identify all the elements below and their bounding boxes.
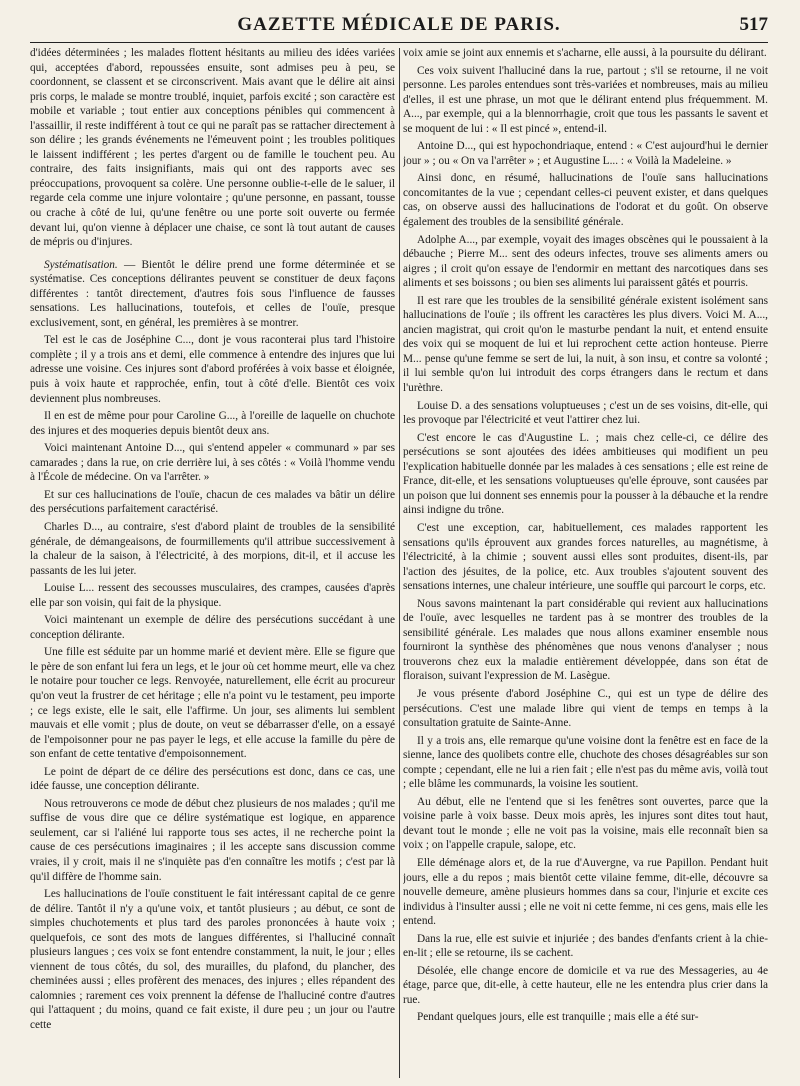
paragraph: Voici maintenant Antoine D..., qui s'entend appeler « communard » par ses camarades ; dans la rue, on crie derrière lui, à ses côtés : « Voilà l'homme vendu à l'École de médecine. On va l'arrêter. » bbox=[30, 442, 395, 484]
paragraph: Ces voix suivent l'halluciné dans la rue, partout ; s'il se retourne, il ne voit personne. Les paroles entendues sont très-variées et nombreuses, mais au milieu d'elles, il est une phrase, un mot que le délirant entend plus fréquemment. M. A..., par exemple, qui a la blennorrhagie, croit que tous les passants le savent et se moquent de lui : « Il est pincé », entend-il. bbox=[403, 64, 768, 135]
journal-title: GAZETTE MÉDICALE DE PARIS. bbox=[237, 14, 561, 35]
paragraph: Il y a trois ans, elle remarque qu'une voisine dont la fenêtre est en face de la sienne, lance des quolibets contre elle, chuchote des choses désagréables sur son compte ; cependant, elle ne lui a rien fait ; elle n'est pas du même avis, voilà tout ; elle blâme les communards, la voisine les soutient. bbox=[403, 734, 768, 791]
paragraph: C'est encore le cas d'Augustine L. ; mais chez celle-ci, ce délire des persécutions se sont ajoutées des idées ambitieuses qui modifient un peu l'explication habituelle donnée par les malades à ces sensations ; elle est reine de France, dit-elle, et les sensations voluptueuses qu'elle éprouve, sont causées par un poison que lui donnent ses ennemis pour la pousser à la débauche et la rendre ainsi indigne du trône. bbox=[403, 431, 768, 517]
paragraph: Les hallucinations de l'ouïe constituent le fait intéressant capital de ce genre de délire. Tantôt il n'y a qu'une voix, et tantôt plusieurs ; au début, ce sont de simples chuchotements et plus tard des paroles prononcées à haute voix ; quelquefois, ce sont des mots de langues différentes, si l'halluciné connaît plusieurs langues ; ces voix se font entendre constamment, la nuit, le jour ; elles viennent de tous côtés, du sol, des murailles, du plafond, du plancher, des cheminées aussi ; elles profèrent des menaces, des injures ; elles répandent des calomnies ; rarement ces voix prennent la défense de l'halluciné contre d'autres qui l'attaquent ; du moins, quand ce fait existe, il dure peu ; un jour ou l'autre cette bbox=[30, 888, 395, 1031]
left-column bbox=[30, 46, 395, 1076]
page-header bbox=[30, 12, 768, 43]
paragraph: Adolphe A..., par exemple, voyait des images obscènes qui le poussaient à la débauche ; Pierre M... sent des odeurs infectes, trouve ses aliments amers ou aigres ; il croit qu'on essaye de l'endormir en mettant des narcotiques dans ses aliments et ses boissons ; ou bien ses aliments lui paraissent gâtés et pourris. bbox=[403, 233, 768, 290]
paragraph: Et sur ces hallucinations de l'ouïe, chacun de ces malades va bâtir un délire des persécutions parfaitement caractérisé. bbox=[30, 488, 395, 516]
paragraph: Il en est de même pour pour Caroline G..., à l'oreille de laquelle on chuchote des injures et des moqueries depuis bientôt deux ans. bbox=[30, 410, 395, 437]
paragraph: Tel est le cas de Joséphine C..., dont je vous raconterai plus tard l'histoire complète ; il y a trois ans et demi, elle commence à entendre des injures que lui adresse une voisine. Ces injures sont d'abord proférées à voix basse et éloignée, puis à voix haute et rapprochée, enfin, tout à côté d'elle. Bientôt ces voix deviennent plus nombreuses. bbox=[30, 334, 395, 405]
page-number: 517 bbox=[739, 14, 768, 35]
paragraph: Ainsi donc, en résumé, hallucinations de l'ouïe sans hallucinations concomitantes de la vue ; cependant celles-ci peuvent exister, et dans quelques cas, on observe aussi des hallucinations de l'odorat et du goût. On observe également des troubles de la sensibilité générale. bbox=[403, 172, 768, 229]
paragraph: Nous savons maintenant la part considérable qui revient aux hallucinations de l'ouïe, avec lesquelles ne tardent pas à se montrer des troubles de la sensibilité générale. Les malades que nous allons examiner ensemble nous fourniront la synthèse des phénomènes que nous venons d'analyser ; nous trouverons chez eux la maladie entièrement développée, dans son état de floraison, suivant l'expression de M. Lasègue. bbox=[403, 597, 768, 683]
paragraph: Nous retrouverons ce mode de début chez plusieurs de nos malades ; qu'il me suffise de vous dire que ce délire systématique est logique, en apparence seulement, car si l'aliéné lui rapporte tous ses actes, il ne recherche point la cause de ces persécutions imaginaires ; il les accepte sans discussion comme vraies, il y croit, mais il ne s'inquiète pas d'en connaître les motifs ; c'est par là qu'il diffère de l'homme sain. bbox=[30, 797, 395, 883]
paragraph: Louise D. a des sensations voluptueuses ; c'est un de ses voisins, dit-elle, qui les provoque par l'électricité et veut l'attirer chez lui. bbox=[403, 399, 768, 427]
paragraph: Une fille est séduite par un homme marié et devient mère. Elle se figure que le père de son enfant lui fera un legs, et le jour où cet homme meurt, elle va chez le notaire pour toucher ce legs. Renvoyée, naturellement, elle écrit au procureur qu'on veut la frustrer de cet héritage ; elle n'a point vu le testament, peu importe ; ce legs existe, elle le sait, elle l'affirme. Un jour, ses aliments lui semblent mauvais et elle vomit ; plus de doute, on veut se débarrasser d'elle, on a essayé de l'empoisonner pour ne pas payer le legs, et elle accuse la famille du père de son enfant de cette tentative d'empoisonnement. bbox=[30, 646, 395, 761]
paragraph: Voici maintenant un exemple de délire des persécutions succédant à une conception délirante. bbox=[30, 614, 395, 641]
paragraph: Au début, elle ne l'entend que si les fenêtres sont ouvertes, parce que la voisine parle à voix basse. Deux mois après, les injures sont dites tout haut, devant tout le monde ; elle ne voit pas la voisine, mais elle reconnaît bien sa voix ; on l'appelle crapule, salope, etc. bbox=[403, 795, 768, 852]
paragraph: Il est rare que les troubles de la sensibilité générale existent isolément sans hallucinations de l'ouïe ; ils offrent les caractères les plus divers. Voici M. A..., ancien magistrat, qui croit qu'on le masturbe pendant la nuit, et entend ensuite des voix qui se moquent de lui et lui reprochent cette action honteuse. Pierre M... pense qu'une femme se sert de lui, la nuit, à son insu, et contre sa volonté ; il lui semble qu'on lui introduit des corps étrangers dans le rectum et dans l'urèthre. bbox=[403, 294, 768, 395]
paragraph: Dans la rue, elle est suivie et injuriée ; des bandes d'enfants crient à la chie-en-lit ; elle se retourne, ils se cachent. bbox=[403, 932, 768, 960]
paragraph: d'idées déterminées ; les malades flottent hésitants au milieu des idées variées qui, acceptées d'abord, repoussées ensuite, sont admises peu à peu, se coordonnent, se classent et se circonscrivent. Mais avant que le délire ait ainsi pris corps, le malade se montre troublé, inquiet, parfois excité ; son caractère est mobile et variable ; tout entier aux conceptions pénibles qui commencent à l'assaillir, il reste indifférent à tout ce qui ne paraît pas se rattacher directement à son délire ; les grands événements ne l'émeuvent point ; les troubles politiques le laissent indifférent ; les pertes d'argent ou de famille le touchent peu. Au contraire, des faits insignifiants, mais qui ont des rapports avec ses préoccupations, provoquent sa colère. Une personne oublie-t-elle de le saluer, il regarde cela comme une injure volontaire ; qu'une personne, en passant, tousse ou crache à côté de lui, qu'une fenêtre ou une porte soit ouverte ou fermée devant lui, qu'on vienne à déplacer une chaise, ce sont là tout autant de causes de mépris ou d'injures. bbox=[30, 47, 395, 249]
paragraph: Charles D..., au contraire, s'est d'abord plaint de troubles de la sensibilité générale, de démangeaisons, de fourmillements qu'il attribue successivement à la chaleur de la saison, à l'électricité, à des morpions, dit-il, et il accuse les passants de les lui jeter. bbox=[30, 520, 395, 577]
paragraph: voix amie se joint aux ennemis et s'acharne, elle aussi, à la poursuite du délirant. bbox=[403, 47, 767, 59]
paragraph: Désolée, elle change encore de domicile et va rue des Messageries, au 4e étage, parce que, dit-elle, à cette hauteur, elle ne les entendra plus crier dans la rue. bbox=[403, 964, 768, 1006]
paragraph: Antoine D..., qui est hypochondriaque, entend : « C'est aujourd'hui le dernier jour » ; ou « On va l'arrêter » ; et Augustine L... : « Voilà la Madeleine. » bbox=[403, 140, 768, 167]
paragraph-systematisation bbox=[30, 258, 395, 331]
section-subheading: Systématisation. bbox=[44, 258, 118, 271]
paragraph: Le point de départ de ce délire des persécutions est donc, dans ce cas, une idée fausse, une conception délirante. bbox=[30, 765, 395, 793]
paragraph: C'est une exception, car, habituellement, ces malades rapportent les sensations qu'ils éprouvent aux grandes forces naturelles, au magnétisme, à l'électricité, à la chimie ; souvent aussi elles sont produites, disent-ils, par l'action des jésuites, de la police, etc. Aux troubles s'ajoutent souvent des sensations internes, une chaleur intérieure, une souffle qui parcourt le corps, etc. bbox=[403, 521, 768, 593]
paragraph: Pendant quelques jours, elle est tranquille ; mais elle a été sur- bbox=[417, 1011, 699, 1024]
column-divider bbox=[399, 48, 400, 1078]
paragraph-text: — Bientôt le délire prend une forme déterminée et se systématise. Ces conceptions délirantes peuvent se constituer de deux façons différentes : tantôt directement, d'autres fois sous l'influence de fausses sensations. Les hallucinations, toutefois, et celles de l'ouïe, presque exclusivement, sont, en général, les premières à se montrer. bbox=[30, 258, 395, 329]
paragraph: Je vous présente d'abord Joséphine C., qui est un type de délire des persécutions. C'est une malade libre qui vient de temps en temps à la consultation gratuite de Sainte-Anne. bbox=[403, 687, 768, 730]
paragraph: Elle déménage alors et, de la rue d'Auvergne, va rue Papillon. Pendant huit jours, elle a du repos ; mais bientôt cette vilaine femme, dit-elle, découvre sa nouvelle demeure, amène plusieurs hommes dans sa cour, l'injurie et excite ces individus à l'insulter aussi ; elle ne voit ni cette femme, ni ces gens, mais elle les entend. bbox=[403, 856, 768, 928]
right-column bbox=[403, 46, 768, 1076]
paragraph: Louise L... ressent des secousses musculaires, des crampes, causées d'après elle par son voisin, qui fait de la physique. bbox=[30, 582, 395, 609]
